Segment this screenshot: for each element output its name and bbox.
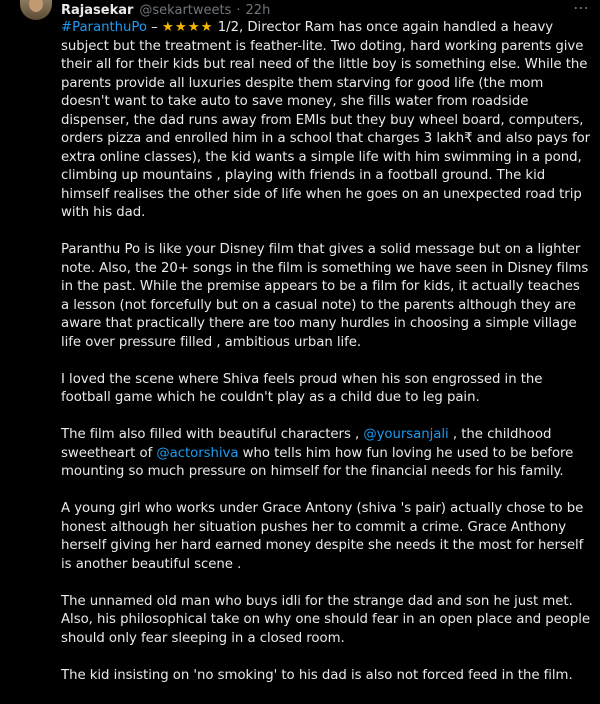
paragraph-4-text-a: The film also filled with beautiful characters , [61,427,364,442]
paragraph-4 [61,426,591,482]
paragraph-7: The kid insisting on 'no smoking' to his dad is also not forced feed in the film. [61,667,573,683]
paragraph-1 [61,19,591,223]
paragraph-6: The unnamed old man who buys idli for the strange dad and son he just met. Also, his philosophical take on why one should fear in an open place and people should only fear sleeping in a closed room. [61,593,591,646]
paragraph-4-text-b: , the childhood sweetheart of [61,427,552,461]
paragraph-2: Paranthu Po is like your Disney film that gives a solid message but on a lighter note. Also, the 20+ songs in the film is something we have seen in Disney films in the past. While the premise appears to be a film for kids, it actually teaches a lesson (not forcefully but on a casual note) to the parents although they are aware that practically there are too many hurdles in choosing a simple village life over pressure filled , ambitious urban life. [61,242,589,350]
paragraph-1-text: 1/2, Director Ram has once again handled a heavy subject but the treatment is feather-lite. Two doting, hard working parents give their all for their kids but real need of the little boy is something else. While the parents provide all luxuries despite them starving for good life (the mom doesn't want to take auto to save money, she fills water from roadside dispenser, the dad runs away from EMIs but they buy wheel board, computers, orders pizza and enrolled him in a school that charges 3 lakh₹ and also pays for extra online classes), the kid wants a simple life with him swimming in a pond, climbing up mountains , playing with friends in a football ground. The kid himself realises the other side of life when he goes on an unexpected road trip with his dad. [61,20,591,220]
post-timestamp[interactable]: 22h [245,2,271,18]
rating-separator: – [146,20,162,35]
post-header [61,1,270,19]
hashtag-link[interactable]: #ParanthuPo [61,20,147,35]
paragraph-3: I loved the scene where Shiva feels proud when his son engrossed in the football game which he couldn't play as a child due to leg pain. [61,371,543,405]
paragraph-5: A young girl who works under Grace Antony (shiva 's pair) actually chose to be honest although her situation pushes her to commit a crime. Grace Anthony herself giving her hard earned money despite she needs it the most for herself is another beautiful scene . [61,501,584,572]
mention-link-yoursanjali[interactable]: @yoursanjali [363,427,449,442]
separator-dot: · [236,2,241,18]
avatar[interactable] [20,0,52,20]
post-body [61,19,591,704]
ellipsis-icon[interactable]: ⋯ [573,0,590,17]
author-handle[interactable]: @sekartweets [139,2,232,18]
paragraph-4-text-c: who tells him how fun loving he used to be before mounting so much pressure on himself for the financial needs for his family. [61,445,574,479]
author-name[interactable]: Rajasekar [61,2,134,18]
star-rating-icon: ★★★★ [161,20,214,35]
mention-link-actorshiva[interactable]: @actorshiva [156,445,239,461]
